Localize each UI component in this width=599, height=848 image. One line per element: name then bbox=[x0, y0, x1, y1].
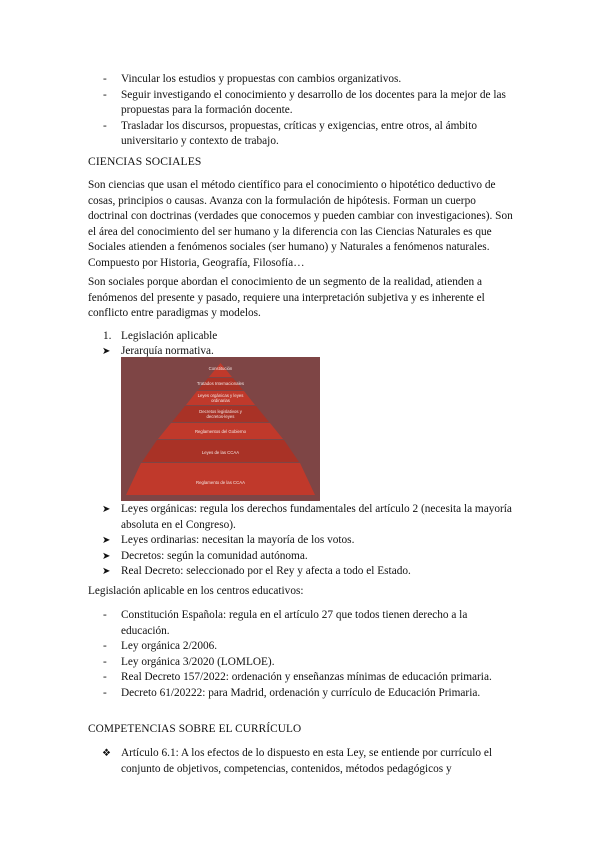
arrow-bullet-icon: ➤ bbox=[102, 566, 111, 578]
arrow-bullet-icon: ➤ bbox=[102, 535, 111, 547]
normative-pyramid-figure bbox=[121, 357, 320, 501]
list-item: - Ley orgánica 3/2020 (LOMLOE). bbox=[88, 655, 513, 671]
list-item: ➤ Jerarquía normativa. bbox=[88, 344, 513, 360]
section-heading-competencias: COMPETENCIAS SOBRE EL CURRÍCULO bbox=[88, 723, 302, 735]
list-item: ➤ Real Decreto: seleccionado por el Rey y afecta a todo el Estado. bbox=[88, 564, 513, 580]
pyramid-label: Tratados Internacionales bbox=[196, 381, 245, 386]
pyramid-label: Reglamento de las CCAA bbox=[196, 480, 245, 485]
list-item: ➤ Decretos: según la comunidad autónoma. bbox=[88, 549, 513, 565]
list-item: - Real Decreto 157/2022: ordenación y enseñanzas mínimas de educación primaria. bbox=[88, 670, 513, 686]
pyramid-label: Decretos legislativos y decretos-leyes bbox=[199, 409, 242, 419]
arrow-bullet-icon: ➤ bbox=[102, 504, 111, 515]
intro-list bbox=[88, 72, 513, 150]
list-item: - Ley orgánica 2/2006. bbox=[88, 639, 513, 655]
arrow-bullet-icon: ➤ bbox=[102, 346, 111, 357]
pyramid-label: Leyes de las CCAA bbox=[201, 450, 240, 455]
pyramid-label: Reglamentos del Gobierno bbox=[194, 429, 247, 434]
centros-list bbox=[88, 608, 513, 702]
pyramid-label: Constitución bbox=[208, 366, 233, 371]
paragraph-ciencias-definition: Son ciencias que usan el método científico para el conocimiento o hipotético deductivo de cosas, principios o causas. Avanza con la formulación de hipótesis. Forman un cuerpo doctrinal con doctrinas (verdades que conocemos y pueden cambiar con investigaciones). Son el área del conocimiento del ser humano y la diferencia con las Ciencias Naturales es que Sociales atienden a fenómenos sociales (ser humano) y Naturales a fenómenos naturales. Compuesto por Historia, Geografía, Filosofía… bbox=[88, 179, 513, 269]
articulo-item: ❖ Artículo 6.1: A los efectos de lo dispuesto en esta Ley, se entiende por currículo el conjunto de objetivos, competencias, contenidos, métodos pedagógicos y bbox=[102, 747, 493, 775]
paragraph-ciencias-sociales: Son sociales porque abordan el conocimiento de un segmento de la realidad, atienden a fenómenos del presente y pasado, requiere una interpretación subjetiva y es inherente el conflicto entre paradigmas y modelos. bbox=[88, 276, 485, 320]
list-item: - Seguir investigando el conocimiento y desarrollo de los docentes para la mejor de las propuestas para la formación docente. bbox=[88, 88, 513, 119]
leyes-list bbox=[88, 502, 513, 580]
pyramid-label: Leyes orgánicas y leyes ordinarias bbox=[197, 393, 244, 403]
list-item: ➤ Leyes orgánicas: regula los derechos fundamentales del artículo 2 (necesita la mayoría absoluta en el Congreso). bbox=[102, 503, 512, 531]
list-item: - Trasladar los discursos, propuestas, críticas y exigencias, entre otros, al ámbito universitario y contexto de trabajo. bbox=[88, 119, 513, 150]
item-title: Legislación aplicable bbox=[121, 330, 218, 342]
pyramid-level-7 bbox=[126, 463, 315, 495]
paragraph-centros-intro: Legislación aplicable en los centros educativos: bbox=[88, 585, 304, 597]
list-item: ➤ Leyes ordinarias: necesitan la mayoría de los votos. bbox=[88, 533, 513, 549]
list-item: - Vincular los estudios y propuestas con cambios organizativos. bbox=[88, 72, 513, 88]
diamond-bullet-icon: ❖ bbox=[102, 748, 111, 759]
list-item: - Decreto 61/20222: para Madrid, ordenación y currículo de Educación Primaria. bbox=[88, 686, 513, 702]
item-number: 1. bbox=[103, 330, 112, 342]
list-item: - Constitución Española: regula en el artículo 27 que todos tienen derecho a la educación. bbox=[88, 608, 513, 639]
arrow-bullet-icon: ➤ bbox=[102, 550, 111, 562]
section-heading-ciencias: CIENCIAS SOCIALES bbox=[88, 155, 202, 168]
